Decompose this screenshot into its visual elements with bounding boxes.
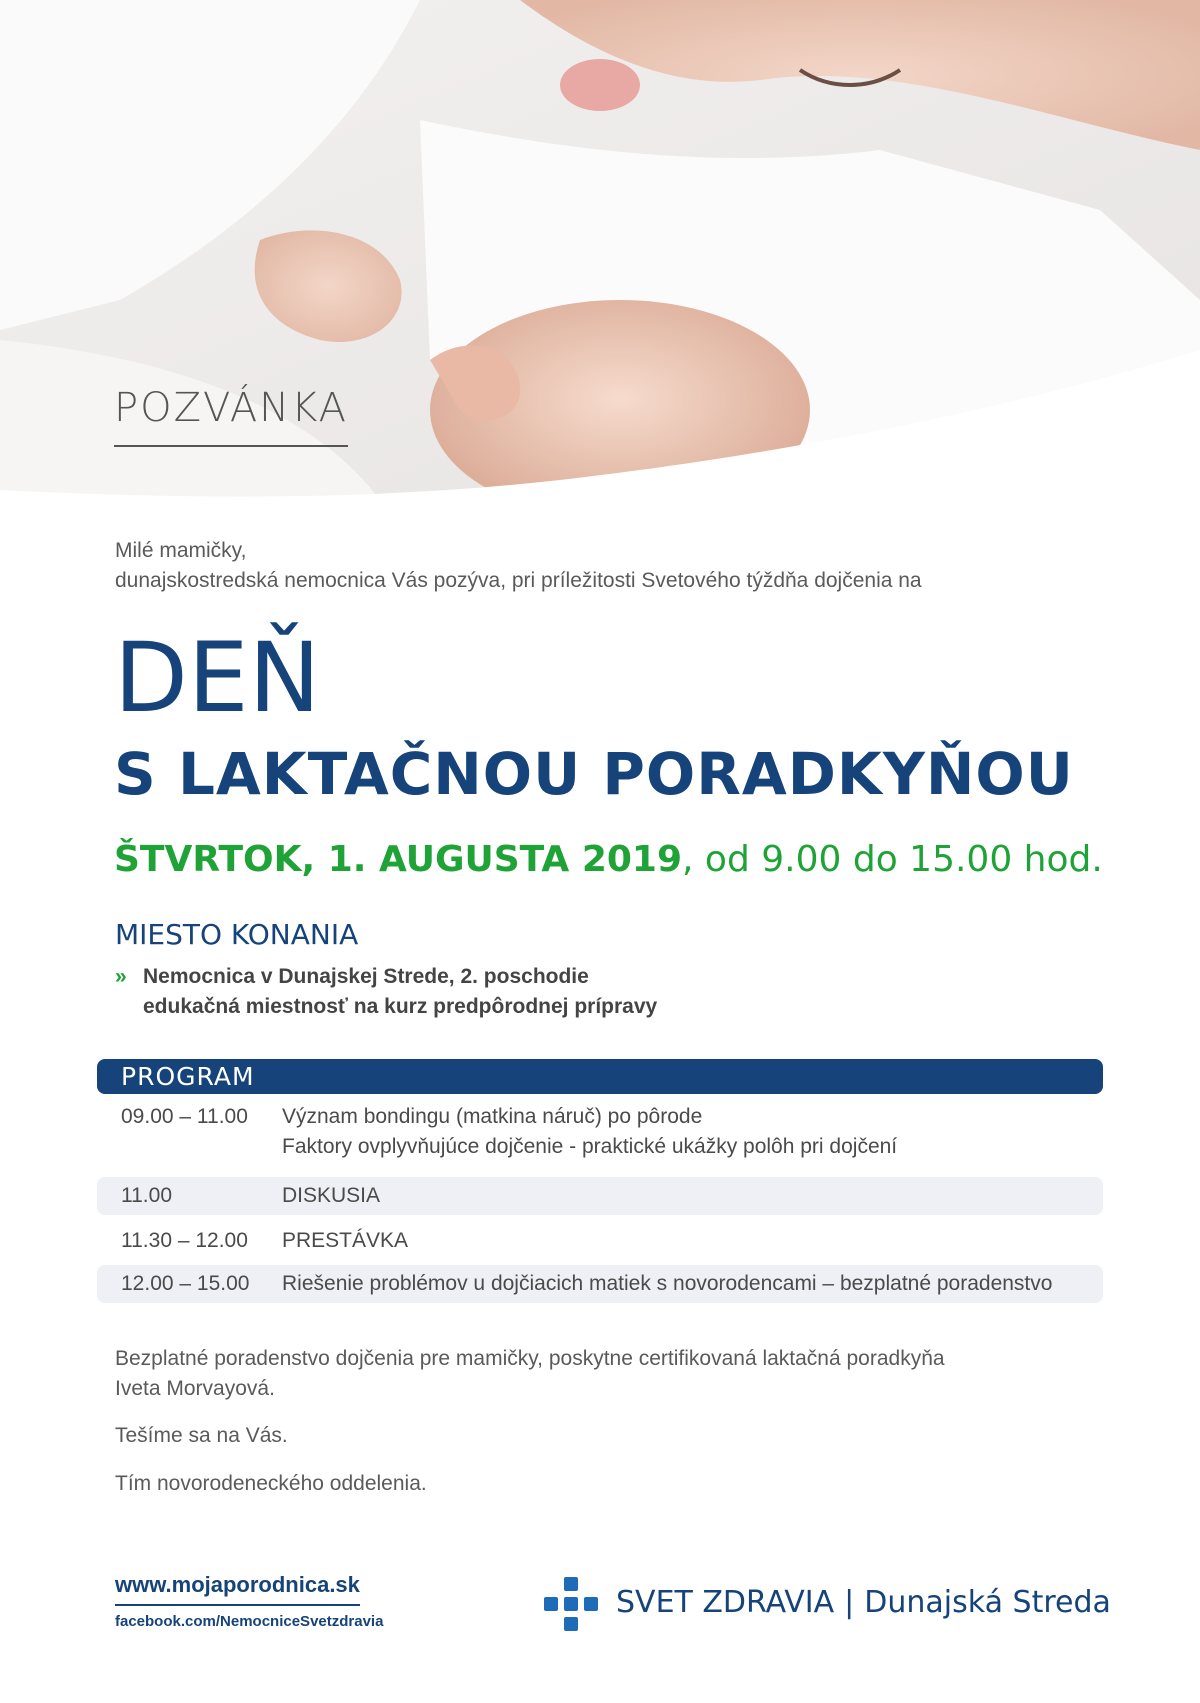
venue-heading: MIESTO KONANIA [115,918,359,951]
program-time: 11.00 [121,1184,172,1207]
brand-text [616,1585,1111,1620]
greeting: Milé mamičky, [115,539,247,562]
event-date [114,838,1103,882]
brand-separator: | [844,1585,855,1620]
invitation-label: POZVÁNKA [114,385,348,447]
brand-name: SVET ZDRAVIA [616,1585,835,1620]
closing-greeting: Tešíme sa na Vás. [115,1424,288,1447]
program-time: 12.00 – 15.00 [121,1272,250,1295]
program-row [97,1102,1103,1164]
title-line-2: S LAKTAČNOU PORADKYŇOU [114,740,1074,808]
program-time: 11.30 – 12.00 [121,1229,248,1252]
program-row [97,1265,1103,1303]
venue-line-1: Nemocnica v Dunajskej Strede, 2. poschodie [143,965,589,988]
facebook-link[interactable]: facebook.com/NemocniceSvetzdravia [115,1613,384,1630]
program-description: Riešenie problémov u dojčiacich matiek s novorodencami – bezplatné poradenstvo [282,1272,1053,1295]
event-time: , od 9.00 do 15.00 hod. [682,839,1103,880]
website-link[interactable]: www.mojaporodnica.sk [115,1572,360,1606]
venue-details [115,962,657,1022]
title-line-1: DEŇ [114,622,321,734]
intro-text [115,536,922,596]
program-description: Význam bondingu (matkina náruč) po pôrode Faktory ovplyvňujúce dojčenie - praktické ukážky polôh pri dojčení [282,1105,898,1158]
program-heading: PROGRAM [97,1059,1103,1094]
program-description: DISKUSIA [282,1184,381,1207]
brand-location: Dunajská Streda [864,1585,1111,1620]
intro-sentence: dunajskostredská nemocnica Vás pozýva, pri príležitosti Svetového týždňa dojčenia na [115,569,922,592]
closing-signature: Tím novorodeneckého oddelenia. [115,1472,427,1495]
venue-line-2: edukačná miestnosť na kurz predpôrodnej prípravy [143,995,658,1018]
program-time: 09.00 – 11.00 [121,1105,248,1128]
double-chevron-icon: » [115,965,127,988]
program-description: PRESTÁVKA [282,1229,409,1252]
plus-cross-logo-icon [544,1577,598,1631]
closing-paragraph: Bezplatné poradenstvo dojčenia pre mamičky, poskytne certifikovaná laktačná poradkyňa Iveta Morvayová. [115,1347,945,1400]
program-row [97,1177,1103,1215]
event-date-bold: ŠTVRTOK, 1. AUGUSTA 2019 [114,839,683,880]
program-row [97,1222,1103,1260]
